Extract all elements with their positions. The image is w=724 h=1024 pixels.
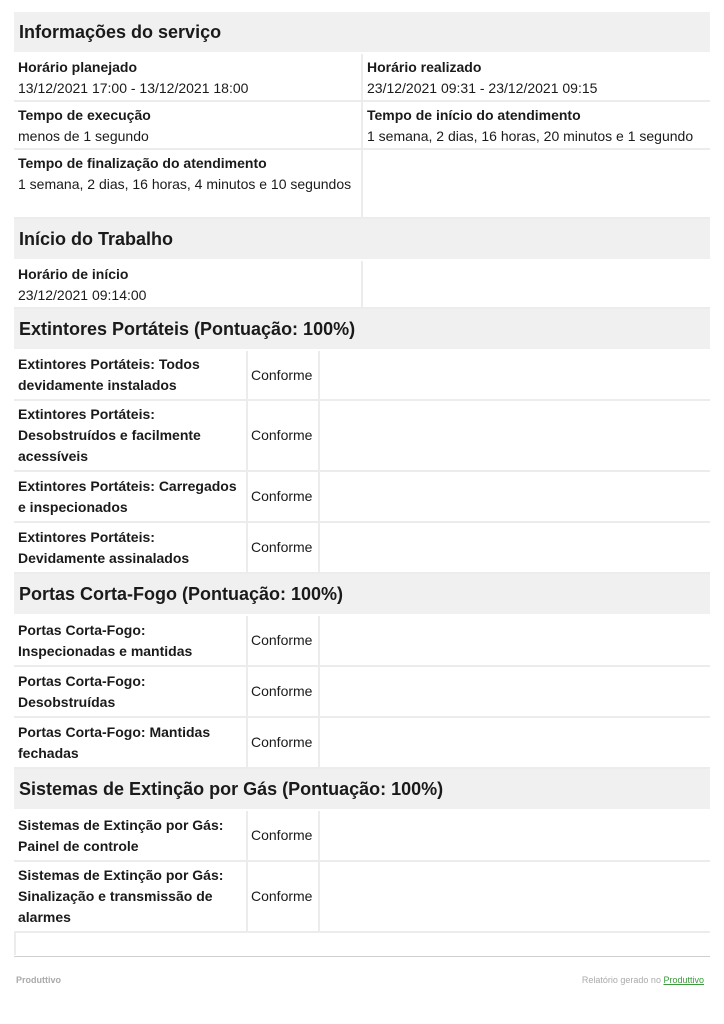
info-row <box>14 150 710 219</box>
info-row <box>14 102 710 150</box>
checklist-answer: Conforme <box>246 523 318 572</box>
checklist-row <box>14 401 710 472</box>
checklist-row <box>14 472 710 523</box>
finish-time-cell <box>14 150 361 217</box>
info-row <box>14 261 710 309</box>
checklist-comment <box>318 667 710 716</box>
info-row <box>14 54 710 102</box>
checklist-row <box>14 862 710 933</box>
field-label: Horário planejado <box>18 59 138 75</box>
field-label: Tempo de finalização do atendimento <box>18 155 267 171</box>
section-title-gas-systems: Sistemas de Extinção por Gás (Pontuação: 100%) <box>14 769 710 811</box>
checklist-comment <box>318 616 710 665</box>
checklist-comment <box>318 351 710 399</box>
field-value: 1 semana, 2 dias, 16 horas, 4 minutos e 10 segundos <box>18 176 352 192</box>
empty-cell <box>361 261 710 307</box>
checklist-answer: Conforme <box>246 667 318 716</box>
checklist-question: Portas Corta-Fogo: Mantidas fechadas <box>18 723 211 761</box>
checklist-answer: Conforme <box>246 718 318 767</box>
field-label: Horário realizado <box>367 59 482 75</box>
section-title-service: Informações do serviço <box>14 12 710 54</box>
field-label: Tempo de execução <box>18 107 151 123</box>
checklist-answer: Conforme <box>246 472 318 521</box>
checklist-row <box>14 718 710 769</box>
checklist-answer: Conforme <box>246 862 318 931</box>
start-time-cell <box>361 102 710 148</box>
checklist-comment <box>318 862 710 931</box>
checklist-comment <box>318 472 710 521</box>
field-value: 13/12/2021 17:00 - 13/12/2021 18:00 <box>18 80 249 96</box>
footer-produttivo-link[interactable]: Produttivo <box>663 975 704 985</box>
start-hour-cell <box>14 261 361 307</box>
done-time-cell <box>361 54 710 100</box>
checklist-question: Extintores Portáteis: Carregados e inspecionados <box>18 477 237 515</box>
checklist-answer: Conforme <box>246 351 318 399</box>
checklist-comment <box>318 401 710 470</box>
checklist-question: Sistemas de Extinção por Gás: Painel de controle <box>18 816 224 854</box>
checklist-row <box>14 667 710 718</box>
checklist-row <box>14 811 710 862</box>
footer-generated <box>582 975 704 985</box>
checklist-question: Portas Corta-Fogo: Desobstruídas <box>18 672 146 710</box>
exec-time-cell <box>14 102 361 148</box>
checklist-comment <box>318 811 710 860</box>
checklist-row <box>14 351 710 401</box>
checklist-question: Extintores Portáteis: Todos devidamente instalados <box>18 356 200 393</box>
checklist-question: Sistemas de Extinção por Gás: Sinalização e transmissão de alarmes <box>18 867 224 925</box>
section-title-extinguishers: Extintores Portáteis (Pontuação: 100%) <box>14 309 710 351</box>
field-label: Tempo de início do atendimento <box>367 107 581 123</box>
footer-generated-text: Relatório gerado no <box>581 975 661 985</box>
footer-divider <box>14 956 710 957</box>
section-title-work-start: Início do Trabalho <box>14 219 710 261</box>
checklist-answer: Conforme <box>246 401 318 470</box>
planned-time-cell <box>14 54 361 100</box>
checklist-answer: Conforme <box>246 811 318 860</box>
checklist-row <box>14 523 710 574</box>
checklist-comment <box>318 718 710 767</box>
checklist-question: Portas Corta-Fogo: Inspecionadas e mantidas <box>18 621 193 659</box>
section-title-fire-doors: Portas Corta-Fogo (Pontuação: 100%) <box>14 574 710 616</box>
checklist-question: Extintores Portáteis: Devidamente assinalados <box>18 528 190 566</box>
footer-brand: Produttivo <box>16 975 61 985</box>
field-label: Horário de início <box>18 266 129 282</box>
checklist-answer: Conforme <box>246 616 318 665</box>
checklist-row <box>14 616 710 667</box>
field-value: 1 semana, 2 dias, 16 horas, 20 minutos e 1 segundo <box>367 128 694 144</box>
field-value: 23/12/2021 09:14:00 <box>18 287 147 303</box>
checklist-comment <box>318 523 710 572</box>
field-value: 23/12/2021 09:31 - 23/12/2021 09:15 <box>367 80 598 96</box>
report-page <box>14 12 710 955</box>
field-value: menos de 1 segundo <box>18 128 149 144</box>
checklist-question: Extintores Portáteis: Desobstruídos e facilmente acessíveis <box>18 406 201 464</box>
empty-cell <box>361 150 710 217</box>
table-bottom-edge <box>14 933 710 955</box>
